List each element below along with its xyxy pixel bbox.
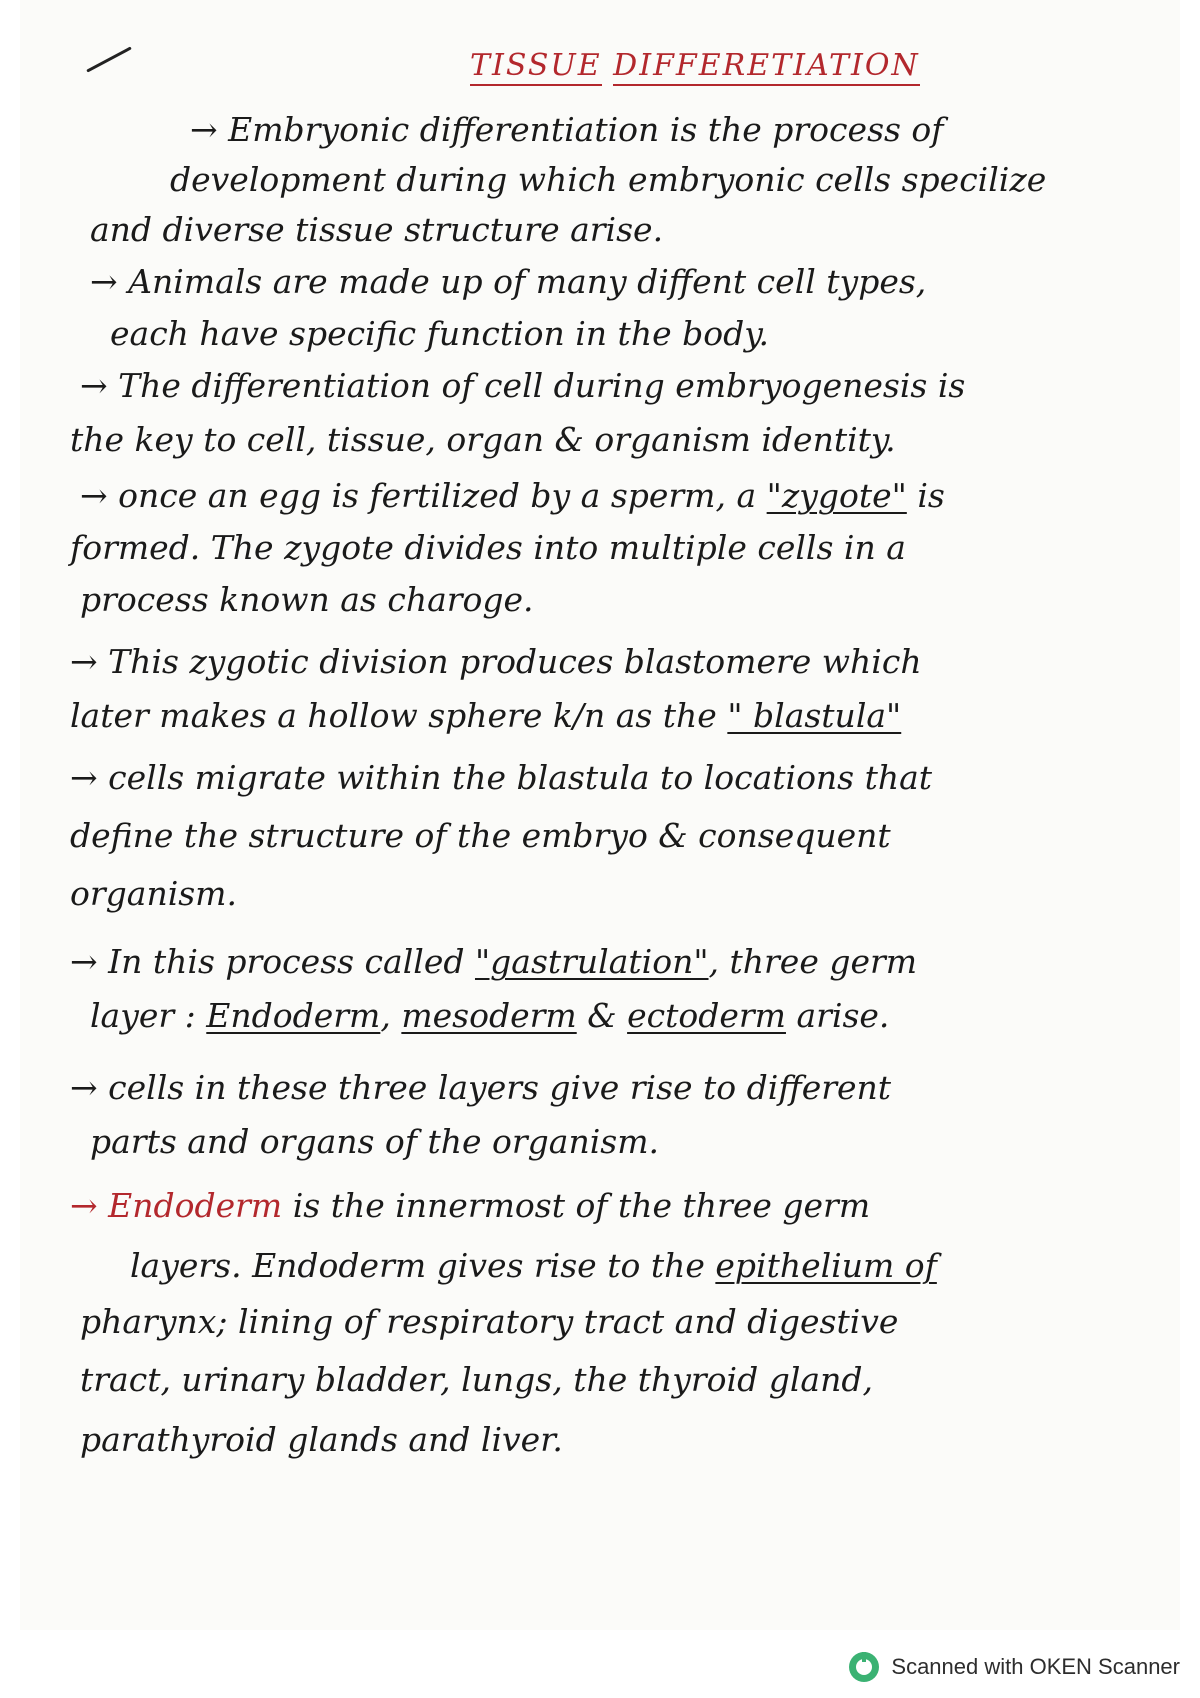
- title-word-tissue: TISSUE: [470, 48, 602, 86]
- note-text: arise.: [796, 996, 890, 1035]
- note-line: [70, 1186, 870, 1226]
- note-line: [70, 942, 917, 982]
- note-text: → once an egg is fertilized by a sperm, a: [80, 476, 757, 515]
- note-line: → cells in these three layers give rise to different: [70, 1068, 892, 1107]
- page-title: [470, 48, 920, 86]
- note-line: [130, 1246, 937, 1286]
- term-ectoderm: ectoderm: [627, 996, 786, 1035]
- note-line: → Animals are made up of many diffent cell types,: [90, 262, 927, 301]
- term-endoderm-heading: Endoderm: [108, 1186, 283, 1225]
- term-zygote: "zygote": [766, 476, 907, 515]
- note-text: &: [587, 996, 617, 1035]
- note-text: layer :: [90, 996, 196, 1035]
- title-word-differentiation: DIFFERETIATION: [613, 48, 920, 86]
- note-line: parathyroid glands and liver.: [80, 1420, 563, 1459]
- note-text: , three germ: [708, 942, 918, 981]
- note-line: process known as charoge.: [80, 580, 534, 619]
- note-line: development during which embryonic cells specilize: [170, 160, 1047, 199]
- term-mesoderm: mesoderm: [401, 996, 577, 1035]
- note-line: the key to cell, tissue, organ & organism identity.: [70, 420, 896, 459]
- notebook-paper: [20, 0, 1180, 1630]
- note-text: ,: [380, 996, 391, 1035]
- pen-stroke-mark: [86, 46, 132, 72]
- note-text: layers. Endoderm gives rise to the: [130, 1246, 705, 1285]
- note-line: → Embryonic differentiation is the process of: [190, 110, 944, 149]
- scanner-watermark: [847, 1650, 1180, 1684]
- note-text: is: [917, 476, 945, 515]
- note-text: is the innermost of the three germ: [292, 1186, 871, 1225]
- oken-scanner-logo-icon: [847, 1650, 881, 1684]
- note-line: → The differentiation of cell during embryogenesis is: [80, 366, 966, 405]
- note-line: [70, 696, 901, 736]
- note-line: each have specific function in the body.: [110, 314, 769, 353]
- note-line: and diverse tissue structure arise.: [90, 210, 664, 249]
- term-blastula: " blastula": [727, 696, 902, 735]
- term-epithelium: epithelium of: [715, 1246, 937, 1285]
- note-line: [90, 996, 889, 1036]
- term-gastrulation: "gastrulation": [474, 942, 709, 981]
- note-line: tract, urinary bladder, lungs, the thyroid gland,: [80, 1360, 873, 1399]
- note-line: parts and organs of the organism.: [90, 1122, 659, 1161]
- note-arrow: →: [70, 1186, 98, 1225]
- note-line: → cells migrate within the blastula to locations that: [70, 758, 933, 797]
- note-line: formed. The zygote divides into multiple cells in a: [70, 528, 906, 567]
- note-line: pharynx; lining of respiratory tract and digestive: [80, 1302, 899, 1341]
- note-text: later makes a hollow sphere k/n as the: [70, 696, 717, 735]
- scanner-watermark-text: Scanned with OKEN Scanner: [891, 1654, 1180, 1679]
- note-line: organism.: [70, 874, 237, 913]
- note-line: define the structure of the embryo & consequent: [70, 816, 891, 855]
- note-line: → This zygotic division produces blastomere which: [70, 642, 922, 681]
- note-line: [80, 476, 945, 516]
- term-endoderm: Endoderm: [206, 996, 381, 1035]
- note-text: → In this process called: [70, 942, 465, 981]
